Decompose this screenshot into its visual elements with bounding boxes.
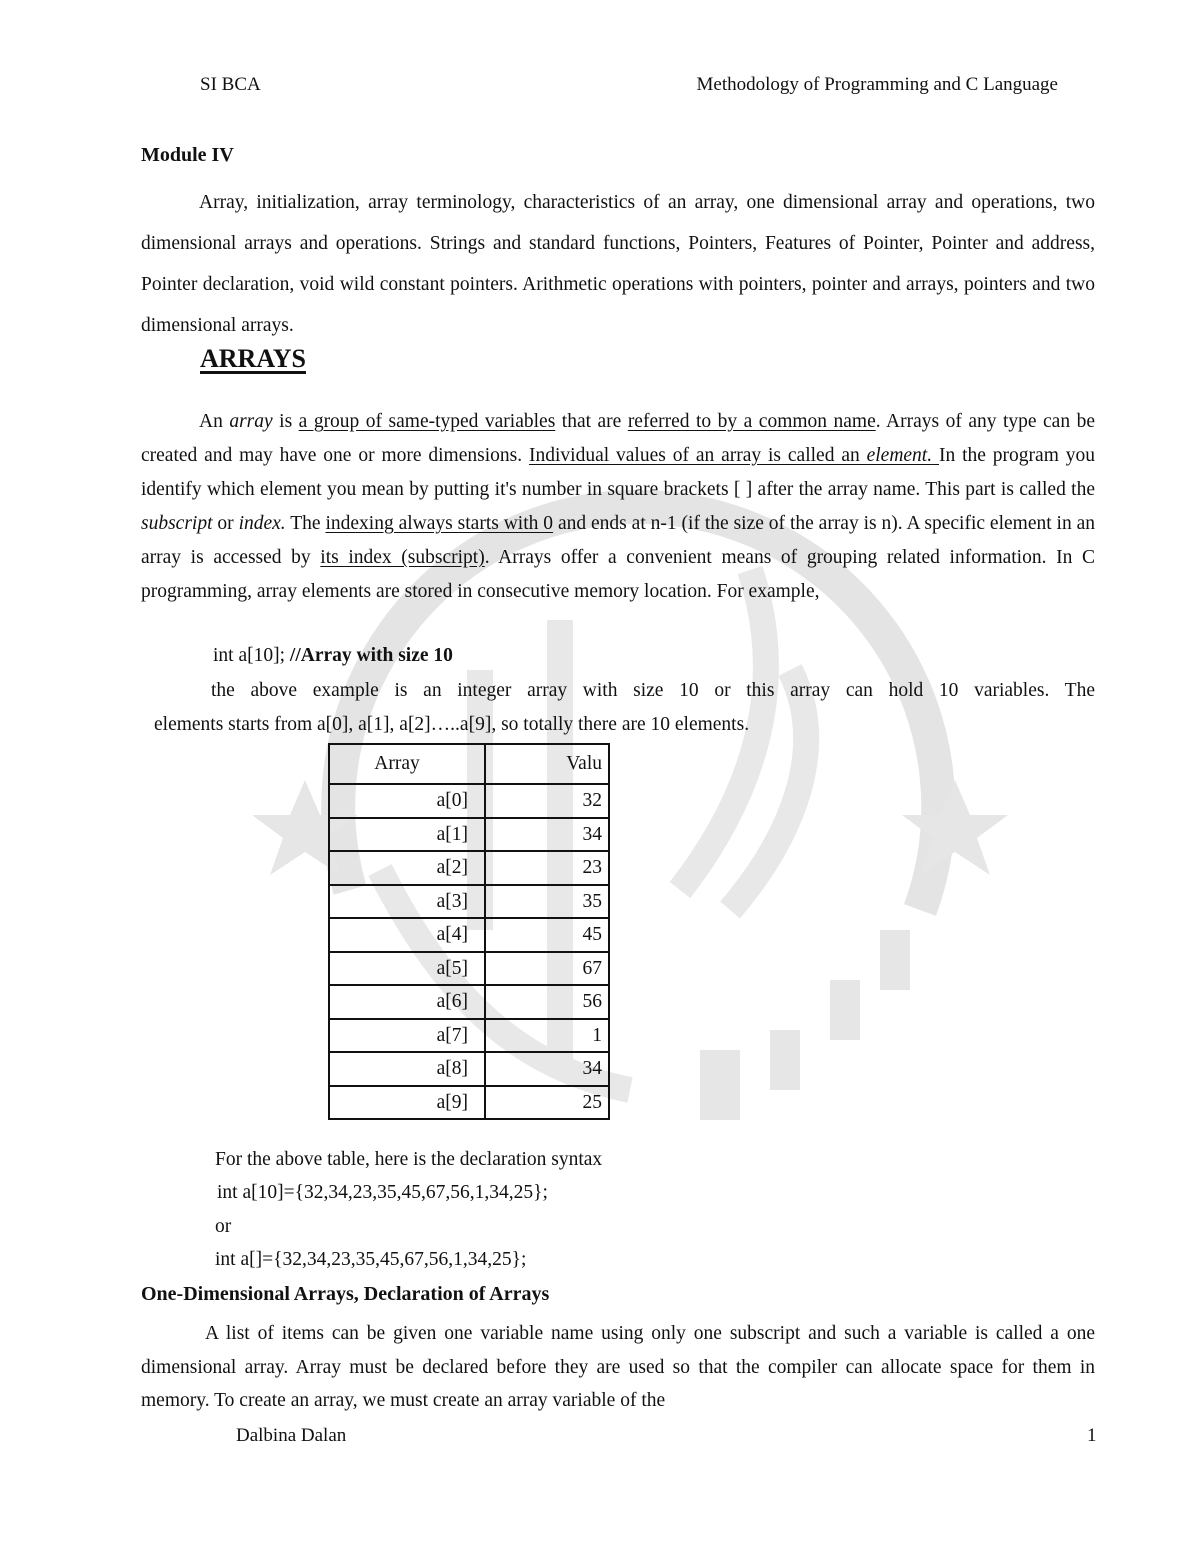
array-values-table bbox=[328, 743, 610, 1120]
declaration-with-size: int a[10]={32,34,23,35,45,67,56,1,34,25}; bbox=[217, 1182, 548, 1203]
table-row bbox=[329, 985, 609, 1019]
arrays-definition-paragraph: An array is a group of same-typed variables that are referred to by a common name. Arrays of any type can be created and may have one or more dimensions. Individual values of an array is called an element. In the program you identify which element you mean by putting it's number in square brackets [ ] after the array name. This part is called the subscript or index. The indexing always starts with 0 and ends at n-1 (if the size of the array is n). A specific element in an array is accessed by its index (subscript). Arrays offer a convenient means of grouping related information. In C programming, array elements are stored in consecutive memory location. For example, bbox=[141, 411, 1096, 602]
array-value-cell: 67 bbox=[485, 952, 609, 986]
table-row bbox=[329, 885, 609, 919]
table-row bbox=[329, 1086, 609, 1120]
table-row bbox=[329, 1052, 609, 1086]
array-value-cell: 56 bbox=[485, 985, 609, 1019]
array-value-cell: 34 bbox=[485, 818, 609, 852]
table-row bbox=[329, 1019, 609, 1053]
array-element-cell: a[4] bbox=[329, 918, 485, 952]
array-value-cell: 45 bbox=[485, 918, 609, 952]
table-row bbox=[329, 851, 609, 885]
array-element-cell: a[5] bbox=[329, 952, 485, 986]
array-value-cell: 1 bbox=[485, 1019, 609, 1053]
array-element-cell: a[1] bbox=[329, 818, 485, 852]
header-subject: Methodology of Programming and C Language bbox=[696, 74, 1058, 95]
section-title-one-dimensional: One-Dimensional Arrays, Declaration of Arrays bbox=[141, 1283, 550, 1305]
module-syllabus: Array, initialization, array terminology, characteristics of an array, one dimensional array and operations, two dimensional arrays and operations. Strings and standard functions, Pointers, Features of Pointer, Pointer and address, Pointer declaration, void wild constant pointers. Arithmetic operations with pointers, pointer and arrays, pointers and two dimensional arrays. bbox=[141, 192, 1095, 336]
array-value-cell: 35 bbox=[485, 885, 609, 919]
explanation-line-2: elements starts from a[0], a[1], a[2]…..a[9], so totally there are 10 elements. bbox=[154, 714, 750, 735]
declaration-or: or bbox=[215, 1216, 232, 1237]
header-course: SI BCA bbox=[200, 74, 261, 95]
one-dimensional-paragraph: A list of items can be given one variable name using only one subscript and such a variable is called a one dimensional array. Array must be declared before they are used so that the compiler can allocate space for them in memory. To create an array, we must create an array variable of the bbox=[141, 1323, 1095, 1411]
code-comment: //Array with size 10 bbox=[289, 645, 453, 666]
module-title: Module IV bbox=[141, 144, 234, 166]
table-header-value: Valu bbox=[485, 744, 609, 784]
array-element-cell: a[2] bbox=[329, 851, 485, 885]
table-row bbox=[329, 952, 609, 986]
array-element-cell: a[6] bbox=[329, 985, 485, 1019]
array-value-cell: 25 bbox=[485, 1086, 609, 1120]
table-row bbox=[329, 918, 609, 952]
table-header-row bbox=[329, 744, 609, 784]
page-number: 1 bbox=[1087, 1425, 1097, 1446]
array-element-cell: a[7] bbox=[329, 1019, 485, 1053]
array-element-cell: a[3] bbox=[329, 885, 485, 919]
array-value-cell: 32 bbox=[485, 784, 609, 818]
declaration-without-size: int a[]={32,34,23,35,45,67,56,1,34,25}; bbox=[215, 1249, 527, 1270]
code-example-declaration: int a[10]; //Array with size 10 bbox=[213, 645, 453, 666]
footer-author: Dalbina Dalan bbox=[236, 1425, 347, 1446]
section-title-arrays: ARRAYS bbox=[200, 344, 306, 373]
table-row bbox=[329, 818, 609, 852]
declaration-intro: For the above table, here is the declaration syntax bbox=[215, 1149, 603, 1170]
explanation-line-1: the above example is an integer array with size 10 or this array can hold 10 variables. The bbox=[211, 680, 1095, 701]
array-element-cell: a[8] bbox=[329, 1052, 485, 1086]
array-element-cell: a[0] bbox=[329, 784, 485, 818]
array-element-cell: a[9] bbox=[329, 1086, 485, 1120]
array-value-cell: 34 bbox=[485, 1052, 609, 1086]
array-value-cell: 23 bbox=[485, 851, 609, 885]
table-header-array: Array bbox=[329, 744, 485, 784]
table-row bbox=[329, 784, 609, 818]
